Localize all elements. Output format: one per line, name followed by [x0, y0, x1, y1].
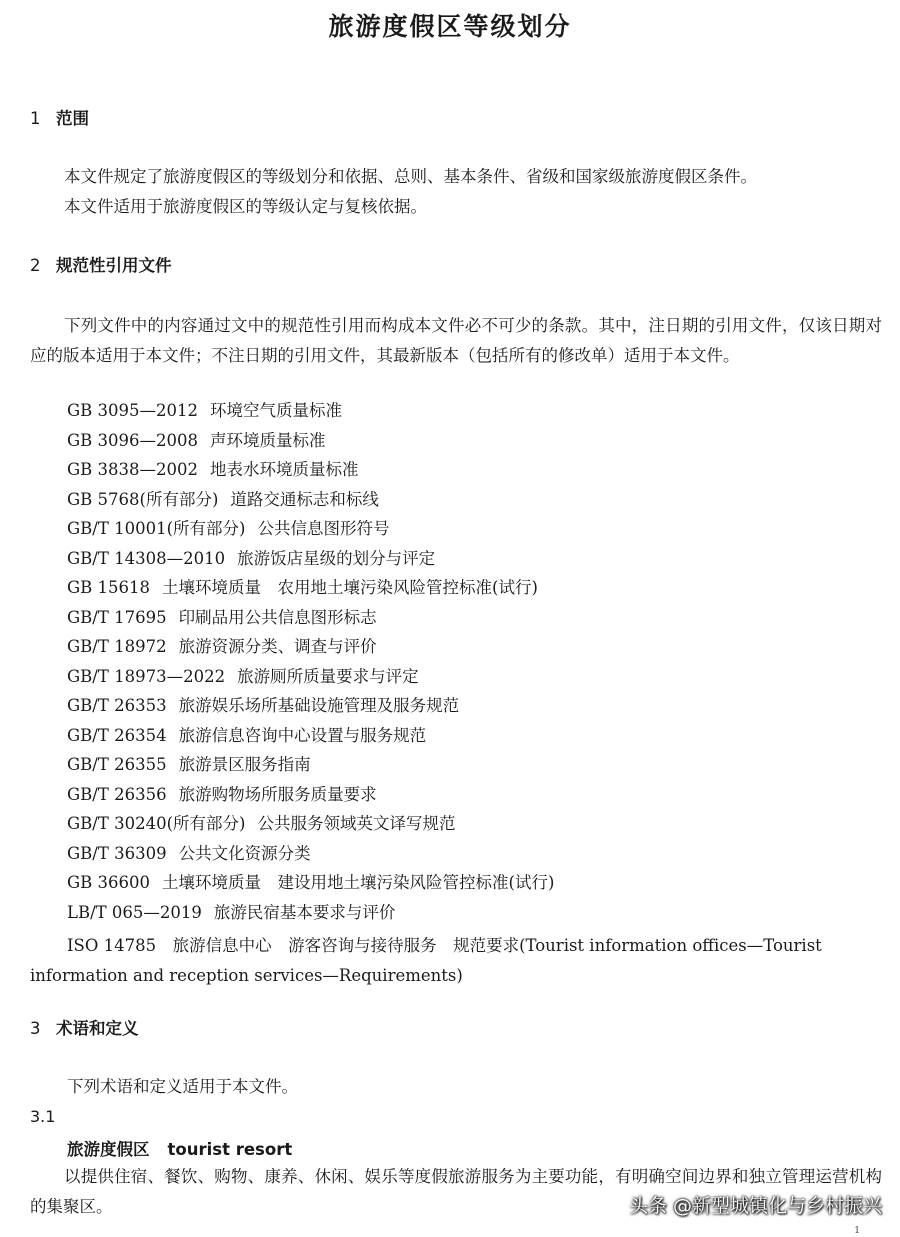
reference-code: LB/T 065—2019: [67, 902, 202, 922]
reference-title: 旅游厕所质量要求与评定: [237, 666, 419, 686]
reference-item: [67, 813, 455, 835]
reference-title: 印刷品用公共信息图形标志: [178, 607, 377, 627]
reference-code: GB 5768(所有部分): [67, 489, 219, 509]
reference-item: [67, 754, 311, 776]
reference-code: GB/T 26354: [67, 725, 167, 745]
reference-item: [67, 695, 459, 717]
reference-item: [67, 872, 554, 894]
reference-item: [67, 843, 311, 865]
document-title: 旅游度假区等级划分: [328, 12, 572, 41]
reference-item: [67, 459, 359, 481]
section-1-heading: [30, 108, 89, 130]
section-title: 范围: [56, 109, 89, 128]
reference-code: GB/T 26356: [67, 784, 167, 804]
reference-title: 环境空气质量标准: [210, 401, 343, 420]
section-number: 2: [30, 256, 41, 275]
reference-title: 土壤环境质量 建设用地土壤污染风险管控标准(试行): [162, 873, 555, 892]
reference-title: 旅游饭店星级的划分与评定: [237, 548, 436, 568]
section-3-intro: 下列术语和定义适用于本文件。: [67, 1077, 298, 1096]
reference-title: 旅游购物场所服务质量要求: [178, 784, 377, 804]
clause-number: 3.1: [30, 1107, 56, 1126]
term-entry: [67, 1139, 292, 1161]
iso-reference: ISO 14785 旅游信息中心 游客咨询与接待服务 规范要求(Tourist information offices—Tourist information and reception services—Requirements): [30, 936, 822, 985]
reference-code: GB/T 18972: [67, 637, 167, 656]
section-title: 规范性引用文件: [56, 256, 172, 275]
reference-item: [67, 489, 379, 511]
reference-item: [67, 666, 419, 688]
reference-code: GB/T 14308—2010: [67, 548, 226, 568]
section-number: 3: [30, 1019, 41, 1038]
reference-item: [67, 518, 389, 540]
reference-code: GB 3838—2002: [67, 460, 199, 479]
section-1-paragraph-1: 本文件规定了旅游度假区的等级划分和依据、总则、基本条件、省级和国家级旅游度假区条件。: [64, 167, 757, 186]
term-chinese: 旅游度假区: [67, 1140, 150, 1159]
reference-title: 土壤环境质量 农用地土壤污染风险管控标准(试行): [162, 578, 538, 597]
reference-item: [67, 902, 395, 924]
reference-code: GB/T 18973—2022: [67, 666, 226, 686]
reference-title: 旅游娱乐场所基础设施管理及服务规范: [178, 696, 460, 715]
reference-code: GB/T 26355: [67, 755, 167, 774]
reference-item: [67, 400, 342, 422]
section-2-heading: [30, 255, 172, 277]
reference-code: GB 3096—2008: [67, 430, 199, 450]
section-title: 术语和定义: [56, 1019, 139, 1038]
section-number: 1: [30, 109, 41, 128]
reference-code: GB/T 17695: [67, 607, 167, 627]
reference-title: 公共服务领域英文译写规范: [257, 814, 456, 833]
reference-item: [67, 784, 377, 806]
reference-code: GB/T 36309: [67, 843, 167, 863]
reference-item: [67, 636, 377, 658]
reference-title: 旅游信息咨询中心设置与服务规范: [178, 725, 427, 745]
reference-item: [67, 430, 326, 452]
term-english: tourist resort: [167, 1140, 293, 1159]
reference-title: 地表水环境质量标准: [210, 460, 359, 479]
section-3-heading: [30, 1018, 139, 1040]
term-definition: 以提供住宿、餐饮、购物、康养、休闲、娱乐等度假旅游服务为主要功能，有明确空间边界和独立管理运营机构的集聚区。: [30, 1167, 882, 1216]
reference-title: 旅游景区服务指南: [178, 755, 311, 774]
section-1-paragraph-2: 本文件适用于旅游度假区的等级认定与复核依据。: [64, 197, 427, 216]
reference-code: GB 15618: [67, 578, 151, 597]
reference-code: GB/T 10001(所有部分): [67, 519, 246, 538]
reference-title: 公共信息图形符号: [257, 519, 390, 538]
reference-item: [67, 607, 377, 629]
reference-item: [67, 577, 538, 599]
reference-code: GB/T 30240(所有部分): [67, 814, 246, 833]
reference-code: GB 36600: [67, 873, 151, 892]
reference-item: [67, 725, 426, 747]
reference-title: 公共文化资源分类: [178, 843, 311, 863]
reference-title: 声环境质量标准: [210, 430, 326, 450]
watermark: 头条 @新型城镇化与乡村振兴: [628, 1195, 882, 1217]
section-2-intro: 下列文件中的内容通过文中的规范性引用而构成本文件必不可少的条款。其中，注日期的引用文件，仅该日期对应的版本适用于本文件；不注日期的引用文件，其最新版本（包括所有的修改单）适用于本文件。: [30, 316, 882, 365]
reference-title: 旅游民宿基本要求与评价: [213, 902, 396, 922]
reference-code: GB/T 26353: [67, 696, 167, 715]
reference-title: 道路交通标志和标线: [230, 489, 379, 509]
page-number: 1: [854, 1226, 860, 1236]
reference-code: GB 3095—2012: [67, 401, 199, 420]
reference-title: 旅游资源分类、调查与评价: [178, 637, 377, 656]
reference-item: [67, 548, 435, 570]
